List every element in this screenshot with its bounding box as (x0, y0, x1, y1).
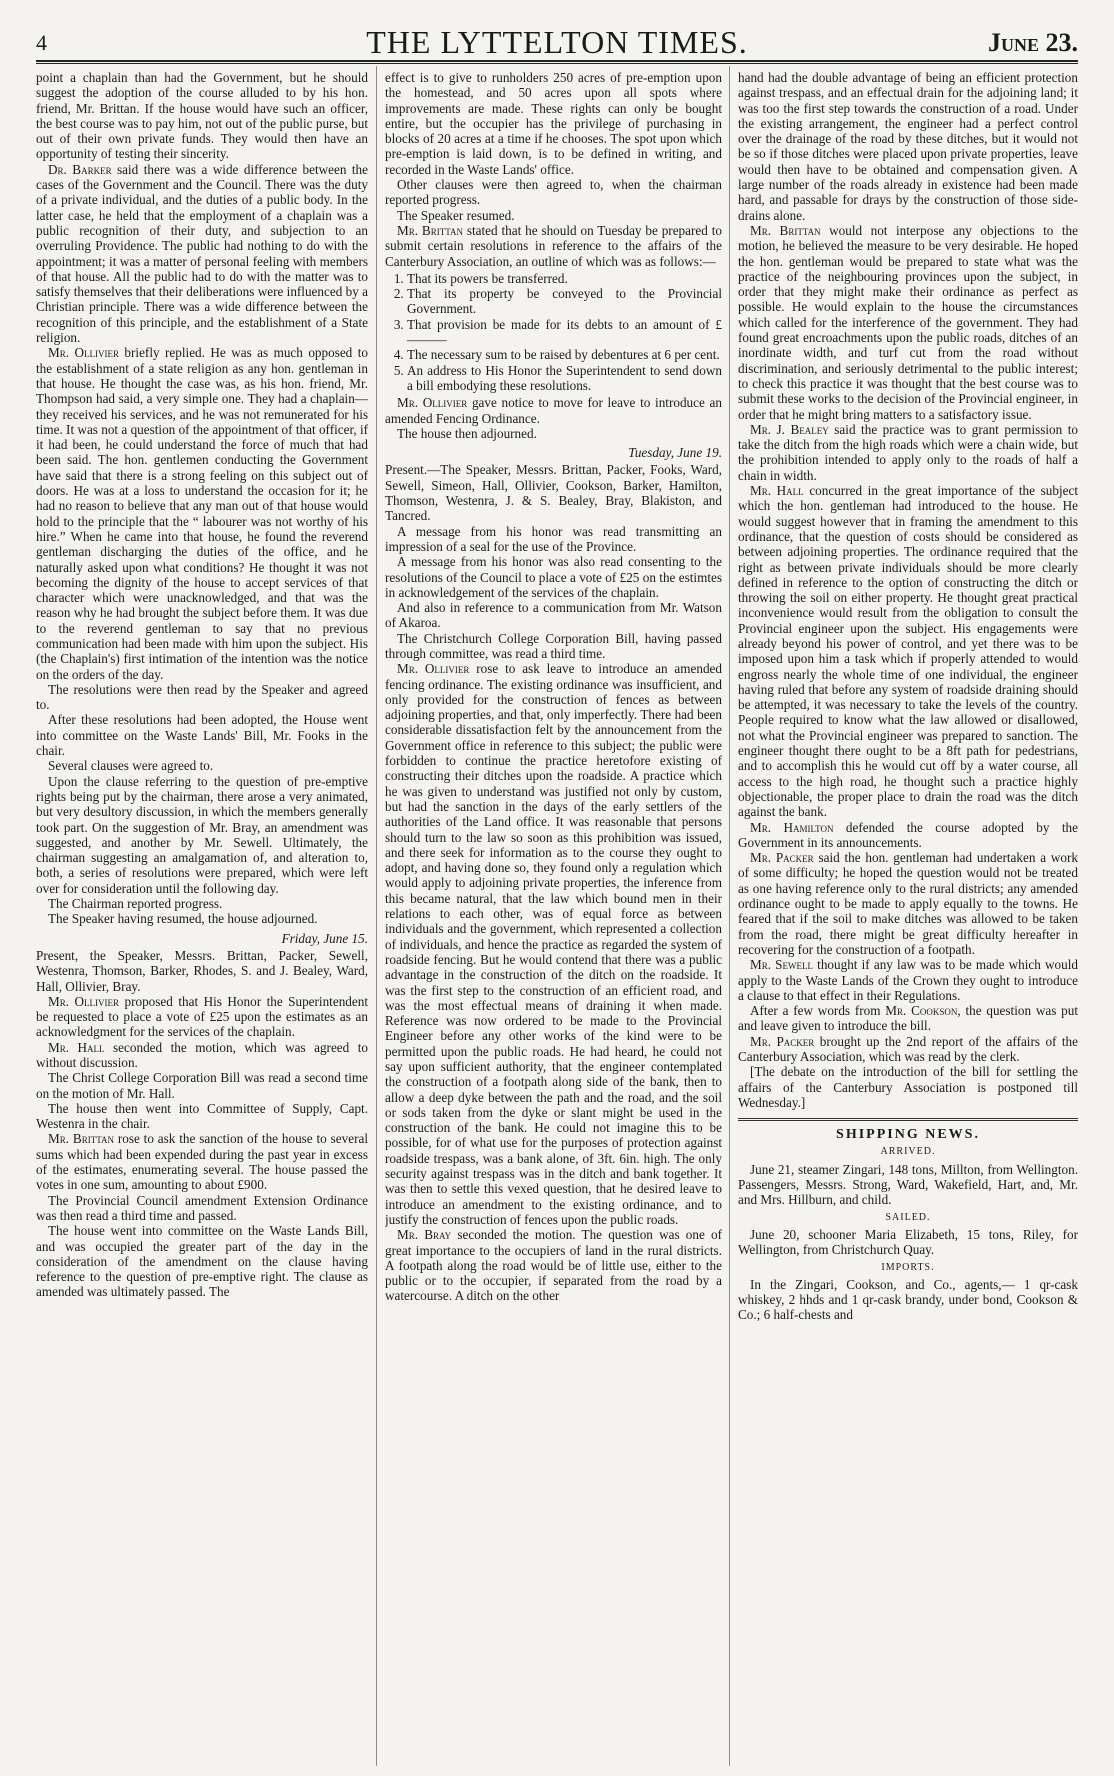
speaker-name: Mr. J. Bealey (750, 421, 829, 437)
paragraph-text: brought up the 2nd report of the affairs of the Canterbury Association, which was read by the clerk. (738, 1033, 1078, 1064)
paragraph-text: said the practice was to grant permission to take the ditch from the high roads which were a chain wide, but the prohibition intended to apply only to the roads of half a chain in width. (738, 421, 1078, 483)
speaker-name: Mr. Hall (750, 483, 804, 499)
paragraph-text: said there was a wide difference between the cases of the Government and the Council. There was the duty of a private individual, and the duties of a public body. In the latter case, he held that the employment of a chaplain was a public recognition of their duty, and subjection to an overruling Providence. The public had nothing to do with the appointment; it was a matter of personal feeling with members of that house. All the public had to do with the matter was to satisfy themselves that their deliberations were influenced by a Christian principle. There was a wide difference between the recognition of this principle, and the establishment of a State religion. (36, 161, 368, 346)
paragraph: After these resolutions had been adopted, the House went into committee on the Waste Lands' Bill, Mr. Fooks in the chair. (36, 712, 368, 759)
paragraph (385, 1227, 722, 1303)
paragraph-text: concurred in the great importance of the subject which the hon. gentleman had introduced to the house. He would suggest however that in framing the amendment to this ordinance, that the question of costs should be considered as between adjoining properties. The ordinance required that the right as between private individuals should be more clearly defined in reference to the option of constructing the ditch or throwing the soil on either property. He thought great practical inconvenience would result from the obligation to consult the Provincial engineer upon the subject. His engagements were already beyond his power of control, and yet there was to be imposed upon him a task which if properly attended to would engross nearly the whole time of one individual, the engineer having ruled that before any system of roadside draining should be attempted, it was necessary to take the levels of the country. People required to know what the law allowed or disallowed, not what the Provincial engineer was prepared to sanction. The engineer thought there ought to be a 8ft path for pedestrians, and to accomplish this he would cut off by a water course, all access to the high road, he thought such a practice highly objectionable, the proper place to drain the road was the ditch against the bank. (738, 483, 1078, 820)
paragraph (738, 1034, 1078, 1065)
paragraph: hand had the double advantage of being an efficient protection against trespass, and an effectual drain for the adjoining land; it was too the first step towards the construction of a road. Under the existing arrangement, the engineer had a perfect control over the drainage of the road by these ditches, but it would not be so if those ditches were placed upon private properties, leave would then have to be obtained and compensation given. A large number of the roads already in existence had been made hard, and passable for drays by the construction of those side-drains alone. (738, 70, 1078, 223)
paragraph (738, 957, 1078, 1003)
paragraph: Present, the Speaker, Messrs. Brittan, Packer, Sewell, Westenra, Thomson, Barker, Rhodes, S. and J. Bealey, Ward, Hall, Ollivier, Bray. (36, 947, 368, 994)
paragraph (738, 1003, 1078, 1034)
paragraph: [The debate on the introduction of the bill for settling the affairs of the Canterbury Association is postponed till Wednesday.] (738, 1064, 1078, 1110)
paragraph: The house then went into Committee of Supply, Capt. Westenra in the chair. (36, 1100, 368, 1132)
paragraph: The Christchurch College Corporation Bill, having passed through committee, was read a third time. (385, 630, 722, 661)
list-item: 5. An address to His Honor the Superintendent to send down a bill embodying these resolutions. (407, 363, 722, 394)
paragraph (738, 850, 1078, 957)
page-number: 4 (36, 30, 47, 55)
speaker-name: Mr. Packer (750, 1033, 815, 1049)
paragraph: The Speaker resumed. (397, 207, 515, 223)
paragraph-text: defended the course adopted by the Government in its announcements. (738, 819, 1078, 850)
resolution-list (385, 271, 722, 393)
imports-heading: IMPORTS. (881, 1261, 935, 1273)
paragraph: The house then adjourned. (397, 425, 537, 441)
paragraph: The Christ College Corporation Bill was read a second time on the motion of Mr. Hall. (36, 1070, 368, 1101)
paragraph: The Speaker having resumed, the house adjourned. (48, 911, 318, 927)
paragraph-text: , the question was put and leave given to introduce the bill. (738, 1003, 1078, 1034)
shipping-news-heading: SHIPPING NEWS. (836, 1127, 980, 1143)
paragraph-text: said the hon. gentleman had undertaken a work of some difficulty; he hoped the question would not be treated as one having reference only to the rural districts; any amended ordinance ought to be made to apply equally to the towns. He feared that if the soil to make ditches was allowed to be taken from the road, there might be great difficulty hereafter in recovering for the construction of a footpath. (738, 850, 1078, 957)
paragraph (36, 1040, 368, 1071)
column-3 (738, 70, 1078, 1764)
section-rule (738, 1118, 1078, 1121)
paragraph: The Chairman reported progress. (48, 896, 223, 912)
session-date: Friday, June 15. (281, 930, 368, 946)
paragraph: The house went into committee on the Waste Lands Bill, and was occupied the greater part of the day in the consideration of the amendment on the clause having reference to the question of pre-emptive right. The clause as amended was ultimately passed. The (36, 1223, 368, 1300)
paragraph (738, 223, 1078, 422)
shipping-entry: June 20, schooner Maria Elizabeth, 15 tons, Riley, for Wellington, from Christchurch Quay. (738, 1226, 1078, 1258)
paragraph: A message from his honor was also read consenting to the resolutions of the Council to place a vote of £25 on the estimtes in acknowledgement of the services of the chaplain. (385, 554, 722, 600)
column-divider (729, 66, 730, 1766)
page-header (36, 14, 1078, 60)
speaker-name: Mr. Hall (48, 1039, 105, 1055)
speaker-name: Mr. Brittan (397, 222, 463, 238)
speaker-name: Mr. Sewell (750, 957, 814, 973)
list-item: 1. That its powers be transferred. (407, 271, 722, 286)
paragraph-text: rose to ask leave to introduce an amended fencing ordinance. The existing ordinance was insufficient, and only provided for the construction of fences as between adjoining properties, and that, only imperfectly. There had been considerable dissatisfaction felt by the announcement from the Government office in reference to this subject; the public were forbidden to continue the practice heretofore existing of constructing their ditches upon the roadside. A practice which he was given to understand was justified not only by custom, but had the sanction in the days of the early settlers of the authorities of the Land office. It was reasonable that persons should turn to the law so soon as this prohibition was issued, and there seek for information as to the course they ought to adopt, and having done so, they found only a regulation which would apply to adjoining private properties, the inference from this became natural, that the law which bound men in their relations to each other, was of equal force as between individuals and the government, which represented a collection of individuals, and hence the practice as regarded the system of roadside fencing. But he would contend that there was a public advantage in the construction of the ditch on the roadside. It was the first step to the construction of an efficient road, and was the most effectual means of draining it when made. Reference was now ordered to be made to the Provincial Engineer before any other works of the kind were to be permitted upon the public roads. He had heard, he could not say upon sufficient authority, that the engineer contemplated the construction of a footpath along side of the bank, then to allow a deep dyke between the path and the road, and the soil or sods taken from the dyke or slant might be used in the construction of the bank. He could not imagine this to be possible, for of what use for the purposes of protection against roadside trespass, was a bank alone, of 3ft. 6in. high. The only security against trespass was in the ditch and bank together. It was then to settle this vexed question, that he desired leave to introduce an amendment to the existing ordinance, and to justify the construction of fences upon the public roads. (385, 661, 722, 1227)
paragraph: Upon the clause referring to the question of pre-emptive rights being put by the chairman, there arose a very animated, but very desultory discussion, in which the members generally took part. On the suggestion of Mr. Bray, an amendment was suggested, and another by Mr. Sewell. Ultimately, the chairman suggesting an amalgamation of, and alteration to, both, a series of resolutions were prepared, which were left over for consideration until the following day. (36, 773, 368, 896)
newspaper-title: THE LYTTELTON TIMES. (366, 24, 748, 60)
paragraph (738, 422, 1078, 483)
paragraph-text: thought if any law was to be made which would apply to the Waste Lands of the Crown they ought to introduce a clause to that effect in their Regulations. (738, 957, 1078, 1003)
paragraph-text: seconded the motion. The question was one of great importance to the occupiers of land in the rural districts. A footpath along the road would be of little use, either to the public or to the occupier, if separated from the road by a watercourse. A ditch on the other (385, 1227, 722, 1304)
speaker-name: Dr. Barker (48, 161, 112, 177)
speaker-name: Mr. Ollivier (48, 993, 120, 1009)
paragraph-text: After a few words from (750, 1003, 886, 1019)
paragraph (385, 661, 722, 1227)
session-date: Tuesday, June 19. (628, 445, 722, 461)
speaker-name: Mr. Packer (750, 850, 814, 866)
paragraph (36, 345, 368, 682)
shipping-entry: June 21, steamer Zingari, 148 tons, Millton, from Wellington. Passengers, Messrs. Strong, Ward, Wakefield, Hart, and, Mr. and Mrs. Hillburn, and child. (738, 1161, 1078, 1208)
paragraph (36, 162, 368, 346)
header-rule-thin (36, 63, 1078, 64)
paragraph-text: briefly replied. He was as much opposed to the establishment of a state religion as any hon. gentleman in that house. He thought the case was, as his hon. friend, Mr. Thompson had said, a very simple one. They had a chaplain—they received his services, and he was not remunerated for his time. It was not a question of the appointment of that officer, if it had been, he could understand the force of much that had been said. The hon. gentlemen conducting the Government have said that there is a strong feeling on this subject out of doors. He was at a loss to understand the occasion for it; he had no reason to believe that any man out of that house would hold to the principle that the “ labourer was not worthy of his hire.” When he came into that house, he found the reverend gentleman discharging the duties of the office, and he naturally asked upon what conditions? He thought it was not becoming the dignity of the house to accept services of that character which were unacknowledged, and that was the reason why he had brought the subject before them. It was due to the reverend gentleman to say that no previous communication had been made with him upon the subject. His (the Chaplain's) first intimation of the intention was the notice on the orders of the day. (36, 345, 368, 682)
paragraph-text: stated that he should on Tuesday be prepared to submit certain resolutions in reference to the affairs of the Canterbury Association, an outline of which was as follows:— (385, 222, 722, 269)
paragraph-text: would not interpose any objections to the motion, he believed the measure to be very desirable. He hoped the hon. gentleman would be prepared to state what was the practice of the neighbouring provinces upon the subject, in order that they might make their ordinance as perfect as possible. He would explain to the house the circumstances which called for the interference of the government. They had found great encroachments upon the public roads, ditches of an inordinate width, and turf cut from the road without discrimination, and seriously detrimental to the public interest; to check this practice it was thought that the best course was to submit these works to the decision of the Provincial engineer, in order that he might bring matters to a satisfactory issue. (738, 222, 1078, 422)
paragraph-text: seconded the motion, which was agreed to without discussion. (36, 1039, 368, 1070)
speaker-name: Mr. Bray (397, 1227, 452, 1243)
list-item: 3. That provision be made for its debts to an amount of £——— (407, 317, 722, 348)
paragraph: A message from his honor was read transmitting an impression of a seal for the use of the Province. (385, 523, 722, 554)
shipping-entry: In the Zingari, Cookson, and Co., agents,— 1 qr-cask whiskey, 2 hhds and 1 qr-cask brandy, under bond, Cookson & Co.; 6 half-chests and (738, 1276, 1078, 1323)
speaker-name: Mr. Hamilton (750, 819, 834, 835)
sailed-heading: SAILED. (885, 1211, 931, 1223)
speaker-name: Mr. Ollivier (397, 395, 468, 411)
speaker-name: Mr. Ollivier (48, 345, 119, 361)
paragraph-text: proposed that His Honor the Superintendent be requested to place a vote of £25 upon the estimates as an acknowledgment for the services of the chaplain. (36, 993, 368, 1040)
paragraph: point a chaplain than had the Government, but he should suggest the adoption of the course alluded to by his hon. friend, Mr. Brittan. If the house would have such an officer, the best course was to pay him, not out of the public purse, but out of their own private funds. They would then have an opportunity of testing their sincerity. (36, 70, 368, 162)
paragraph: The resolutions were then read by the Speaker and agreed to. (36, 681, 368, 713)
arrived-heading: ARRIVED. (880, 1146, 936, 1158)
paragraph: effect is to give to runholders 250 acres of pre-emption upon the homestead, and 50 acres upon all spots where improvements are made. These rights can only be bought entire, but the occupier has the privilege of purchasing in blocks of 20 acres at a time if he chooses. The spot upon which pre-emption is laid down, is to be defined in writing, and recorded in the Waste Lands' office. (385, 70, 722, 177)
list-item: 2. That its property be conveyed to the Provincial Government. (407, 286, 722, 317)
header-rule (36, 60, 1078, 62)
paragraph: And also in reference to a communication from Mr. Watson of Akaroa. (385, 600, 722, 631)
paragraph: Present.—The Speaker, Messrs. Brittan, Packer, Fooks, Ward, Sewell, Simeon, Hall, Ollivier, Cookson, Barker, Hamilton, Thomson, Westenra, J. & S. Bealey, Bray, Blakiston, and Tancred. (385, 462, 722, 524)
column-1 (36, 70, 368, 1764)
paragraph (385, 223, 722, 269)
speaker-name: Mr. Brittan (48, 1131, 114, 1147)
column-divider (376, 66, 377, 1766)
paragraph-text: gave notice to move for leave to introduce an amended Fencing Ordinance. (385, 395, 722, 426)
paragraph: The Provincial Council amendment Extension Ordinance was then read a third time and passed. (36, 1192, 368, 1223)
column-2 (385, 70, 722, 1764)
paragraph: Several clauses were agreed to. (48, 758, 214, 774)
paragraph-text: rose to ask the sanction of the house to several sums which had been expended during the past year in excess of the estimates, enumerating several. The house passed the votes in one sum, amounting to about £900. (36, 1131, 368, 1193)
speaker-name: Mr. Brittan (750, 222, 821, 238)
paragraph (738, 483, 1078, 820)
speaker-name: Mr. Ollivier (397, 661, 470, 677)
list-item: 4. The necessary sum to be raised by debentures at 6 per cent. (407, 347, 722, 362)
paragraph (738, 820, 1078, 851)
paragraph: Other clauses were then agreed to, when the chairman reported progress. (385, 177, 722, 208)
paragraph (36, 1131, 368, 1192)
speaker-name: Mr. Cookson (885, 1003, 958, 1019)
paragraph (36, 994, 368, 1040)
issue-date: June 23. (987, 28, 1078, 57)
paragraph (385, 395, 722, 426)
